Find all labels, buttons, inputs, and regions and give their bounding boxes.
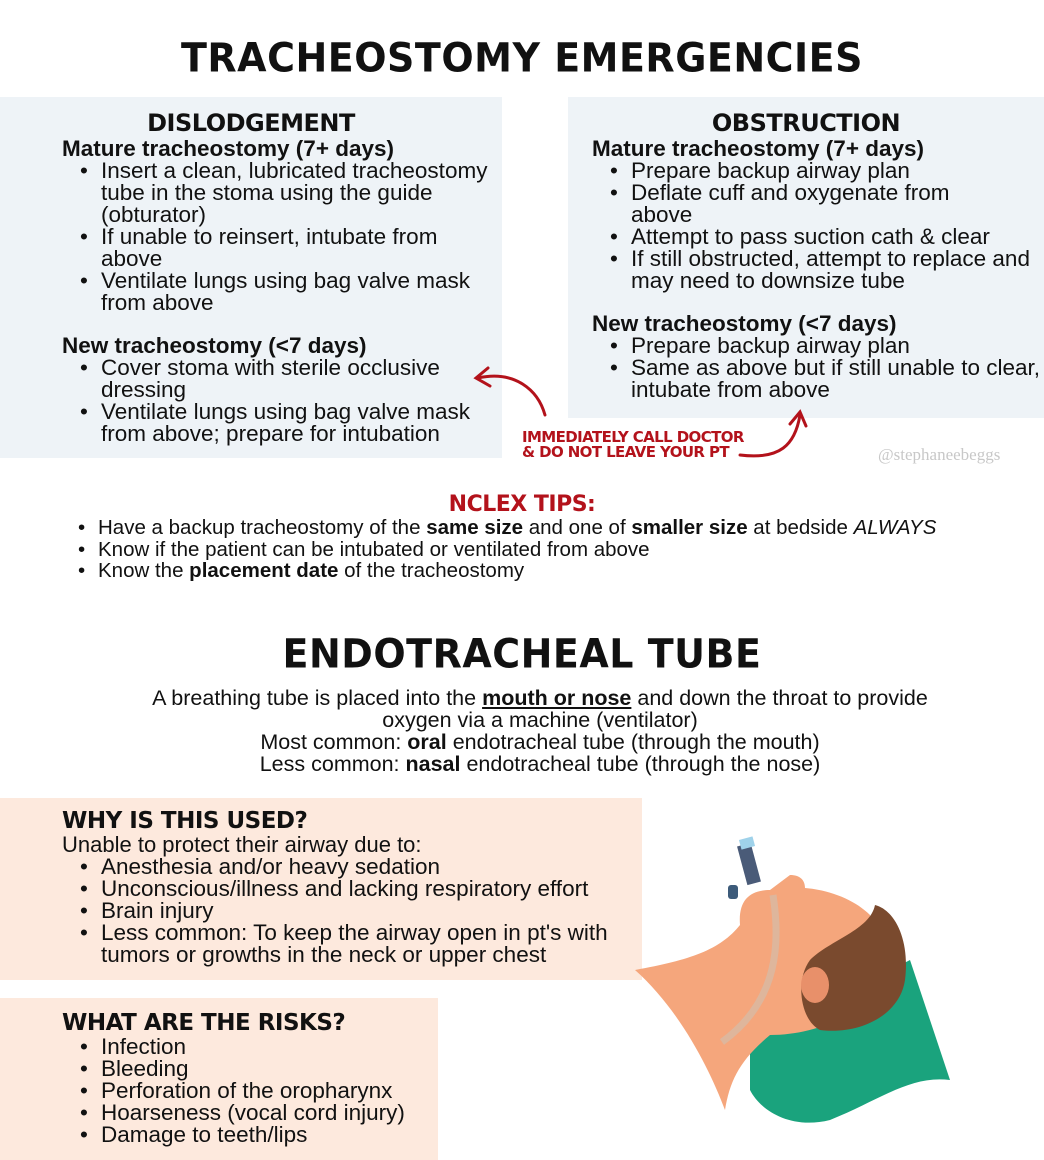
- tube-connector: [737, 843, 761, 885]
- tip-item: • Have a backup tracheostomy of the same size and one of smaller size at bedside ALWAYS: [0, 517, 1044, 539]
- list-item: • Prepare backup airway plan: [592, 335, 1040, 357]
- obstruction-heading: OBSTRUCTION: [711, 109, 901, 137]
- new-subheading: New tracheostomy (<7 days): [62, 333, 367, 358]
- intubated-patient-illustration: [630, 830, 960, 1130]
- tip-item: • Know if the patient can be intubated or ventilated from above: [0, 539, 1044, 561]
- why-heading: WHY IS THIS USED?: [62, 808, 308, 834]
- list-item: • Hoarseness (vocal cord injury): [62, 1102, 438, 1124]
- list-item: • Less common: To keep the airway open in pt's with tumors or growths in the neck or upper chest: [62, 922, 637, 966]
- dislodgement-panel: [0, 97, 502, 458]
- list-item: • Brain injury: [62, 900, 637, 922]
- list-item: • Attempt to pass suction cath & clear: [592, 226, 1040, 248]
- ear: [801, 967, 829, 1003]
- pilot-balloon: [728, 885, 738, 899]
- list-item: • Infection: [62, 1036, 438, 1058]
- dislodgement-heading: DISLODGEMENT: [147, 109, 355, 137]
- list-item: • Prepare backup airway plan: [592, 160, 1040, 182]
- list-item: • Anesthesia and/or heavy sedation: [62, 856, 637, 878]
- list-item: • Ventilate lungs using bag valve mask from above: [62, 270, 492, 314]
- list-item: • Perforation of the oropharynx: [62, 1080, 438, 1102]
- risks-heading: WHAT ARE THE RISKS?: [62, 1010, 346, 1036]
- callout-line2: & DO NOT LEAVE YOUR PT: [522, 443, 730, 461]
- list-item: • If still obstructed, attempt to replace and may need to downsize tube: [592, 248, 1040, 292]
- list-item: • Ventilate lungs using bag valve mask from above; prepare for intubation: [62, 401, 502, 445]
- why-panel: [0, 798, 642, 980]
- list-item: • Unconscious/illness and lacking respiratory effort: [62, 878, 637, 900]
- mature-subheading: Mature tracheostomy (7+ days): [592, 136, 924, 161]
- callout: [522, 430, 744, 460]
- arrow-right-icon: [740, 412, 806, 456]
- list-item: • Insert a clean, lubricated tracheostomy tube in the stoma using the guide (obturator): [62, 160, 492, 226]
- nclex-tips: [0, 517, 1044, 582]
- arrow-left-icon: [476, 368, 545, 415]
- list-item: • If unable to reinsert, intubate from above: [62, 226, 492, 270]
- list-item: • Bleeding: [62, 1058, 438, 1080]
- tip-item: • Know the placement date of the tracheostomy: [0, 560, 1044, 582]
- new-subheading: New tracheostomy (<7 days): [592, 311, 897, 336]
- callout-line1: IMMEDIATELY CALL DOCTOR: [522, 428, 744, 446]
- watermark: @stephaneebeggs: [878, 445, 1001, 464]
- why-intro: Unable to protect their airway due to:: [62, 832, 422, 857]
- mature-subheading: Mature tracheostomy (7+ days): [62, 136, 394, 161]
- ett-description: A breathing tube is placed into the mouth or nose and down the throat to provide oxygen via a machine (ventilator) Most common: oral endotracheal tube (through the mouth) Less common: nasal endotracheal tube (through the nose): [152, 686, 928, 776]
- nclex-heading: NCLEX TIPS:: [448, 492, 596, 517]
- risks-panel: [0, 998, 438, 1160]
- list-item: • Deflate cuff and oxygenate from above: [592, 182, 992, 226]
- list-item: • Cover stoma with sterile occlusive dressing: [62, 357, 472, 401]
- list-item: • Same as above but if still unable to clear, intubate from above: [592, 357, 1040, 401]
- ett-title: ENDOTRACHEAL TUBE: [282, 630, 762, 678]
- list-item: • Damage to teeth/lips: [62, 1124, 438, 1146]
- page-title: TRACHEOSTOMY EMERGENCIES: [181, 34, 863, 82]
